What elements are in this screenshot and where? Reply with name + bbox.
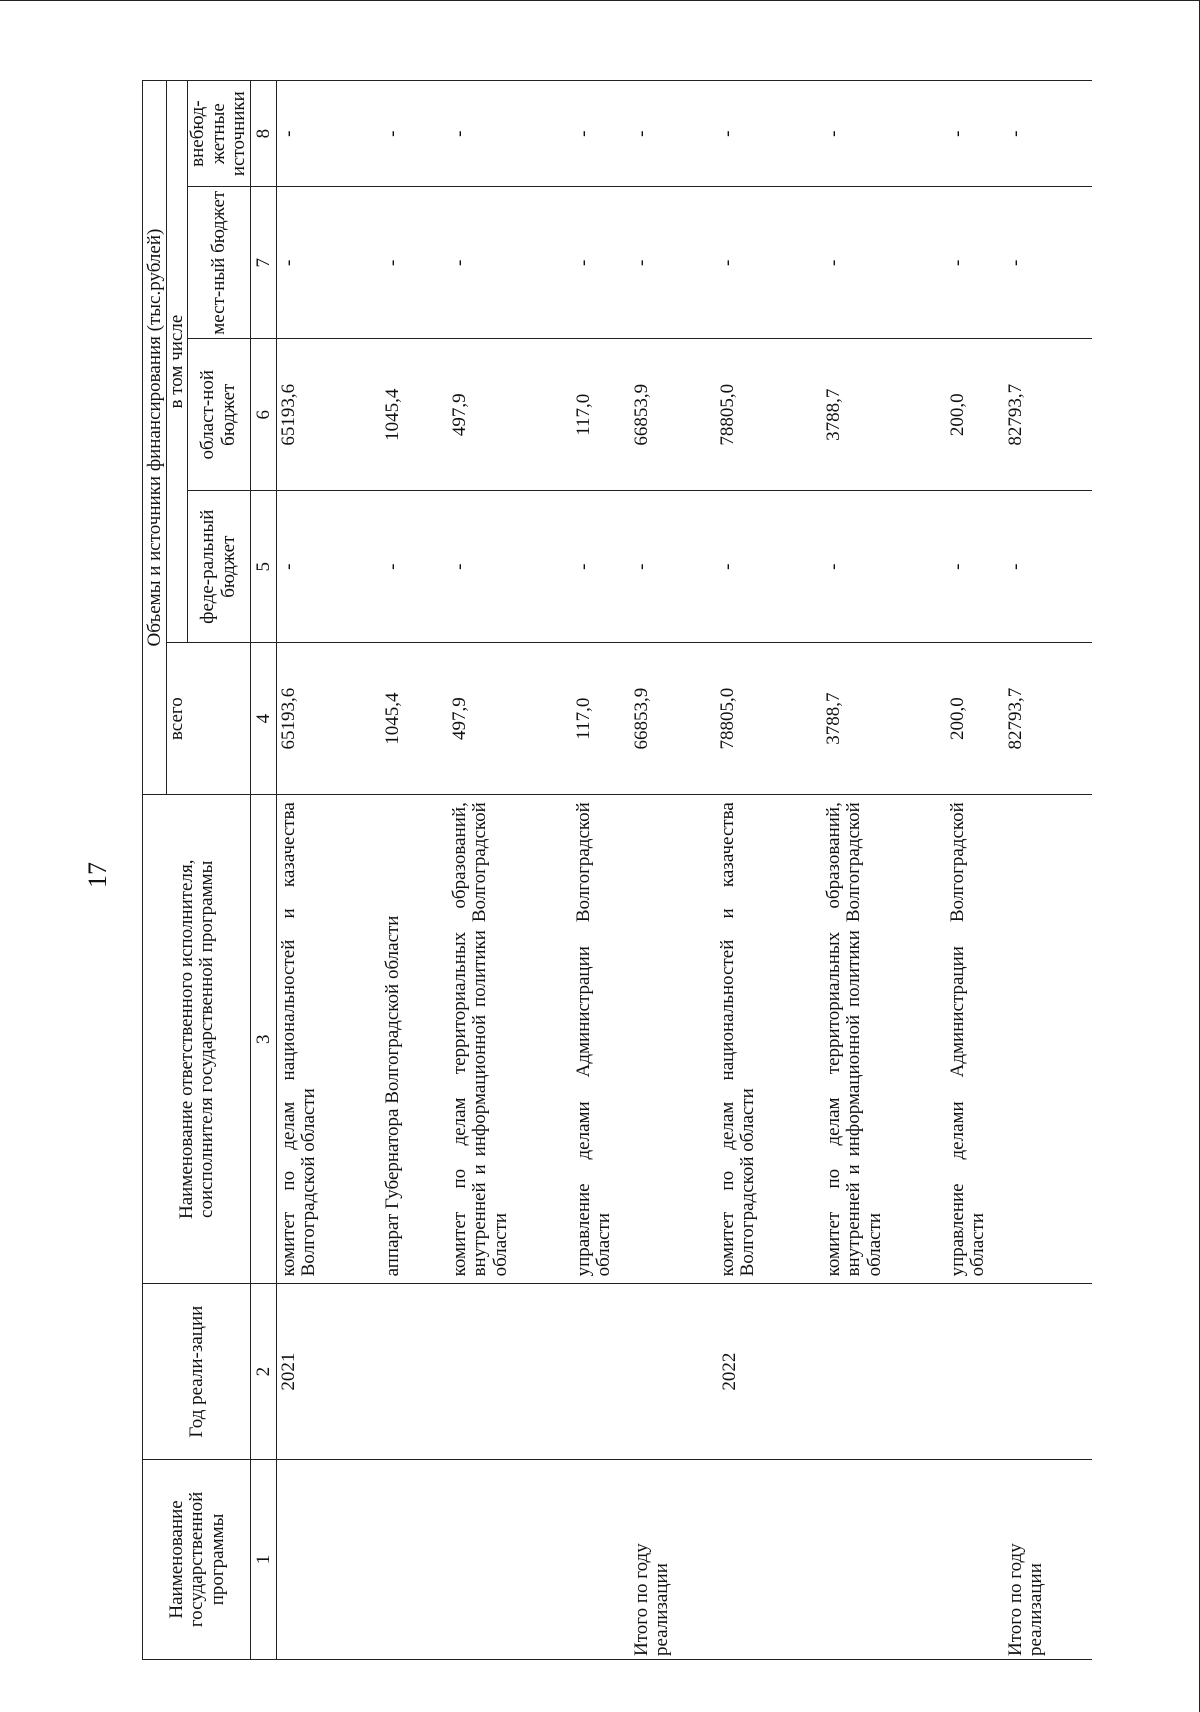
- federal-cell: -: [626, 491, 718, 643]
- total-row: [626, 81, 718, 1660]
- program-name-cell: [450, 1459, 574, 1659]
- executor-cell: управление делами Администрации Волгоградской области: [574, 795, 626, 1284]
- total-cell: 65193,6: [276, 643, 383, 795]
- regional-cell: 3788,7: [824, 339, 948, 491]
- total-cell: 78805,0: [718, 643, 824, 795]
- federal-cell: -: [718, 491, 824, 643]
- table-row: [574, 81, 626, 1660]
- header-regional: област-ной бюджет: [188, 339, 251, 491]
- year-cell: [1000, 1284, 1092, 1459]
- column-number-row: [250, 81, 276, 1660]
- extrabudgetary-cell: -: [383, 81, 450, 187]
- program-name-cell: [824, 1459, 948, 1659]
- federal-cell: -: [276, 491, 383, 643]
- regional-cell: 497,9: [450, 339, 574, 491]
- executor-cell: [626, 795, 718, 1284]
- extrabudgetary-cell: -: [574, 81, 626, 187]
- local-cell: -: [383, 187, 450, 339]
- regional-cell: 200,0: [948, 339, 1000, 491]
- total-cell: 117,0: [574, 643, 626, 795]
- regional-cell: 1045,4: [383, 339, 450, 491]
- executor-cell: комитет по делам территориальных образований, внутренней и информационной политики Волгоградской области: [450, 795, 574, 1284]
- local-cell: -: [824, 187, 948, 339]
- header-executor: Наименование ответственного исполнителя, соисполнителя государственной программы: [143, 795, 251, 1284]
- federal-cell: -: [1000, 491, 1092, 643]
- extrabudgetary-cell: -: [718, 81, 824, 187]
- column-number: 8: [250, 81, 276, 187]
- table-row: [718, 81, 824, 1660]
- extrabudgetary-cell: -: [626, 81, 718, 187]
- federal-cell: -: [383, 491, 450, 643]
- total-row: [1000, 81, 1092, 1660]
- executor-cell: аппарат Губернатора Волгоградской области: [383, 795, 450, 1284]
- page-number: 17: [83, 862, 112, 888]
- total-cell: 3788,7: [824, 643, 948, 795]
- column-number: 5: [250, 491, 276, 643]
- executor-cell: комитет по делам территориальных образований, внутренней и информационной политики Волгоградской области: [824, 795, 948, 1284]
- local-cell: -: [948, 187, 1000, 339]
- local-cell: -: [450, 187, 574, 339]
- year-cell: [383, 1284, 450, 1459]
- header-local: мест-ный бюджет: [188, 187, 251, 339]
- total-cell: 497,9: [450, 643, 574, 795]
- executor-cell: управление делами Администрации Волгоградской области: [948, 795, 1000, 1284]
- federal-cell: -: [824, 491, 948, 643]
- program-name-cell: [718, 1459, 824, 1659]
- header-total: всего: [166, 643, 250, 795]
- column-number: 4: [250, 643, 276, 795]
- table-row: [383, 81, 450, 1660]
- local-cell: -: [626, 187, 718, 339]
- federal-cell: -: [450, 491, 574, 643]
- header-extrabudgetary: внебюд-жетные источники: [188, 81, 251, 187]
- regional-cell: 82793,7: [1000, 339, 1092, 491]
- local-cell: -: [574, 187, 626, 339]
- column-number: 6: [250, 339, 276, 491]
- local-cell: -: [718, 187, 824, 339]
- year-total-label: Итого по году реализации: [1000, 1459, 1092, 1659]
- year-cell: 2022: [718, 1284, 824, 1459]
- column-number: 3: [250, 795, 276, 1284]
- regional-cell: 65193,6: [276, 339, 383, 491]
- extrabudgetary-cell: -: [1000, 81, 1092, 187]
- header-funding-group: Объемы и источники финансирования (тыс.рублей): [143, 81, 167, 795]
- extrabudgetary-cell: -: [276, 81, 383, 187]
- federal-cell: -: [574, 491, 626, 643]
- program-name-cell: [276, 1459, 383, 1659]
- header-federal: феде-ральный бюджет: [188, 491, 251, 643]
- table-row: [276, 81, 383, 1660]
- column-number: 1: [250, 1459, 276, 1659]
- year-cell: [824, 1284, 948, 1459]
- header-including: в том числе: [166, 81, 188, 643]
- federal-cell: -: [948, 491, 1000, 643]
- funding-table: [142, 80, 1092, 1660]
- total-cell: 66853,9: [626, 643, 718, 795]
- regional-cell: 66853,9: [626, 339, 718, 491]
- year-cell: [574, 1284, 626, 1459]
- column-number: 7: [250, 187, 276, 339]
- local-cell: -: [1000, 187, 1092, 339]
- header-year: Год реали-зации: [143, 1284, 251, 1459]
- year-cell: 2021: [276, 1284, 383, 1459]
- extrabudgetary-cell: -: [948, 81, 1000, 187]
- column-number: 2: [250, 1284, 276, 1459]
- program-name-cell: [948, 1459, 1000, 1659]
- total-cell: 82793,7: [1000, 643, 1092, 795]
- local-cell: -: [276, 187, 383, 339]
- executor-cell: [1000, 795, 1092, 1284]
- year-cell: [450, 1284, 574, 1459]
- total-cell: 1045,4: [383, 643, 450, 795]
- executor-cell: комитет по делам национальностей и казачества Волгоградской области: [718, 795, 824, 1284]
- table-row: [450, 81, 574, 1660]
- total-cell: 200,0: [948, 643, 1000, 795]
- page-top-edge: [0, 0, 1200, 1]
- regional-cell: 78805,0: [718, 339, 824, 491]
- year-cell: [948, 1284, 1000, 1459]
- extrabudgetary-cell: -: [450, 81, 574, 187]
- year-total-label: Итого по году реализации: [626, 1459, 718, 1659]
- regional-cell: 117,0: [574, 339, 626, 491]
- year-cell: [626, 1284, 718, 1459]
- executor-cell: комитет по делам национальностей и казачества Волгоградской области: [276, 795, 383, 1284]
- header-program-name: Наименование государственной программы: [143, 1459, 251, 1659]
- table-row: [824, 81, 948, 1660]
- table-row: [948, 81, 1000, 1660]
- program-name-cell: [383, 1459, 450, 1659]
- program-name-cell: [574, 1459, 626, 1659]
- extrabudgetary-cell: -: [824, 81, 948, 187]
